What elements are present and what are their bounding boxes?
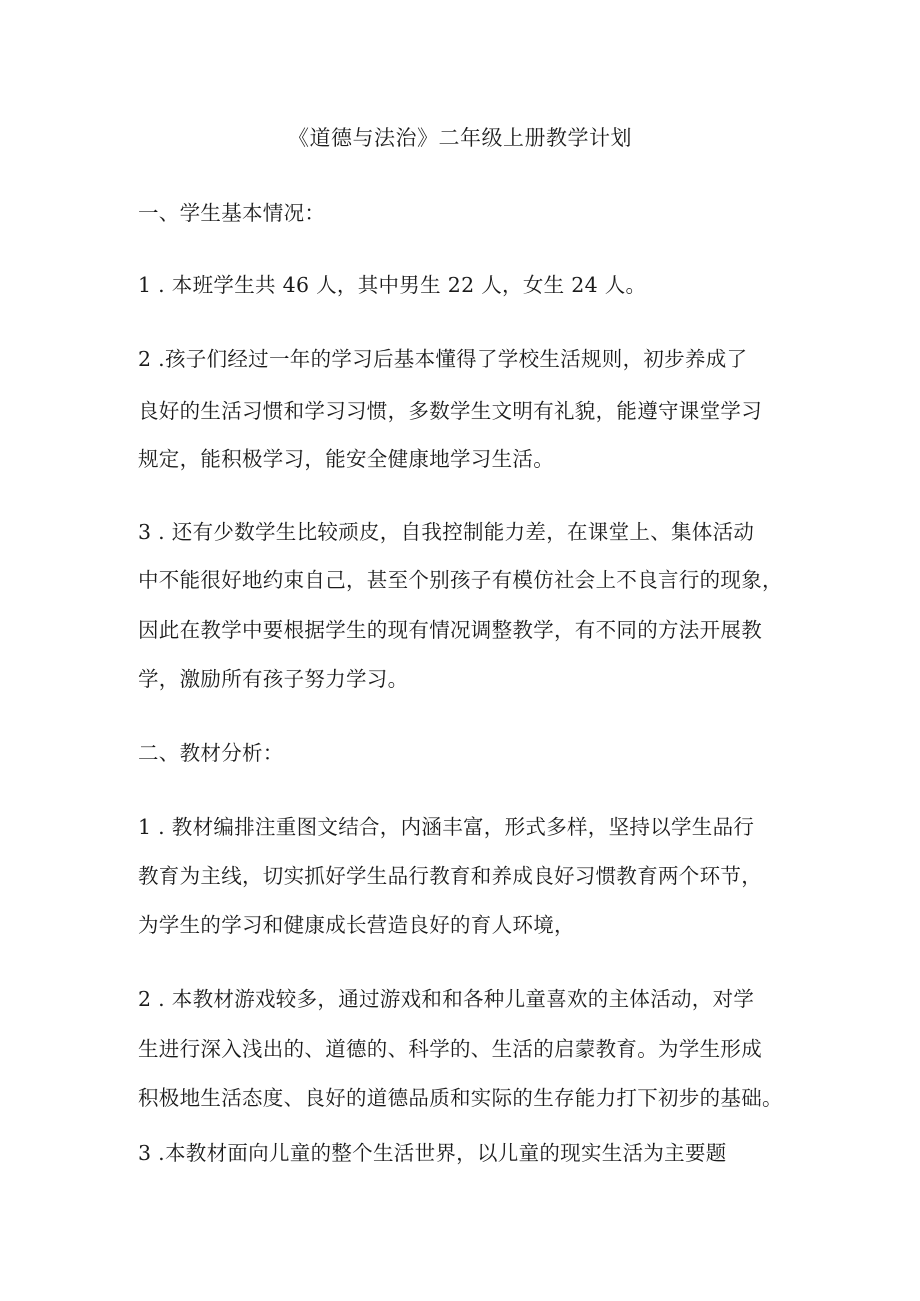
- paragraph-line: 1 . 本班学生共 46 人，其中男生 22 人，女生 24 人。: [138, 273, 647, 297]
- paragraph-line: 3 .本教材面向儿童的整个生活世界，以儿童的现实生活为主要题: [138, 1141, 727, 1165]
- paragraph-line: 学，激励所有孩子努力学习。: [138, 667, 409, 691]
- document-title: 《道德与法治》二年级上册教学计划: [288, 126, 632, 150]
- section-heading-textbook-analysis: 二、教材分析：: [138, 741, 284, 765]
- paragraph-line: 生进行深入浅出的、道德的、科学的、生活的启蒙教育。为学生形成: [138, 1037, 762, 1061]
- paragraph-line: 2 . 本教材游戏较多，通过游戏和和各种儿童喜欢的主体活动，对学: [138, 987, 755, 1011]
- paragraph-line: 良好的生活习惯和学习习惯，多数学生文明有礼貌，能遵守课堂学习: [138, 399, 762, 423]
- paragraph-line: 3 . 还有少数学生比较顽皮，自我控制能力差，在课堂上、集体活动: [138, 520, 755, 544]
- paragraph-line: 因此在教学中要根据学生的现有情况调整教学，有不同的方法开展教: [138, 618, 762, 642]
- paragraph-line: 2 .孩子们经过一年的学习后基本懂得了学校生活规则，初步养成了: [138, 347, 748, 371]
- paragraph-line: 为学生的学习和健康成长营造良好的育人环境，: [138, 913, 575, 937]
- section-heading-student-situation: 一、学生基本情况：: [138, 201, 326, 225]
- paragraph-line: 教育为主线，切实抓好学生品行教育和养成良好习惯教育两个环节，: [138, 864, 762, 888]
- paragraph-line: 中不能很好地约束自己，甚至个别孩子有模仿社会上不良言行的现象，: [138, 568, 783, 592]
- paragraph-line: 1 . 教材编排注重图文结合，内涵丰富，形式多样，坚持以学生品行: [138, 815, 755, 839]
- paragraph-line: 规定，能积极学习，能安全健康地学习生活。: [138, 447, 554, 471]
- paragraph-line: 积极地生活态度、良好的道德品质和实际的生存能力打下初步的基础。: [138, 1086, 783, 1110]
